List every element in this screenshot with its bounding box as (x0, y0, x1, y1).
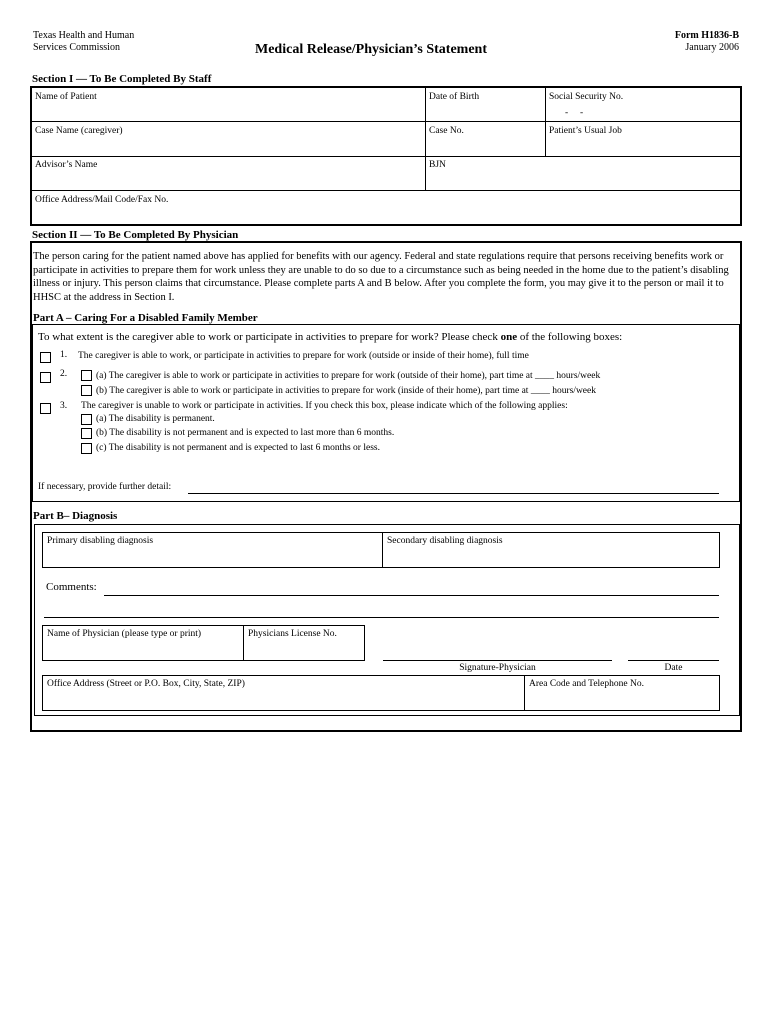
option1-checkbox[interactable] (40, 352, 51, 363)
further-detail-label: If necessary, provide further detail: (38, 482, 172, 492)
diagnosis-row (42, 532, 720, 568)
comments-line-1[interactable] (104, 595, 719, 596)
question-text-bold: one (500, 331, 518, 343)
section1-box (30, 86, 742, 226)
advisor-name-field[interactable] (35, 160, 423, 188)
option1-text: The caregiver is able to work, or participate in activities to prepare for work (outside or inside of their home), full time (78, 351, 529, 361)
option2a-checkbox[interactable] (81, 370, 92, 381)
primary-diagnosis-field[interactable] (47, 536, 377, 565)
row-divider (32, 156, 740, 157)
advisor-name-label: Advisor’s Name (35, 160, 98, 170)
office-row (42, 675, 720, 711)
ssn-label: Social Security No. (549, 92, 624, 102)
date-of-birth-label: Date of Birth (429, 92, 480, 102)
option3a-text: (a) The disability is permanent. (96, 414, 215, 424)
column-divider (425, 88, 426, 190)
phone-field[interactable] (529, 679, 717, 708)
partB-heading: Part B– Diagnosis (33, 510, 118, 522)
physician-name-field[interactable] (47, 629, 241, 658)
option2a-text: (a) The caregiver is able to work or participate in activities to prepare for work (outside of their home), part time at ____ hours/week (96, 371, 601, 381)
option3c-text: (c) The disability is not permanent and is expected to last 6 months or less. (96, 443, 380, 453)
form-date: January 2006 (685, 42, 739, 53)
agency-name (33, 30, 134, 54)
phone-label: Area Code and Telephone No. (529, 679, 644, 689)
form-title: Medical Release/Physician’s Statement (255, 42, 487, 57)
column-divider (524, 676, 525, 710)
signature-line[interactable] (383, 660, 612, 661)
option3-number: 3. (60, 401, 68, 411)
agency-line-2: Services Commission (33, 42, 120, 53)
physician-row (42, 625, 365, 661)
bjn-field[interactable] (429, 160, 729, 188)
option3b-checkbox[interactable] (81, 428, 92, 439)
secondary-diagnosis-label: Secondary disabling diagnosis (387, 536, 503, 546)
license-label: Physicians License No. (248, 629, 337, 639)
question-text-post: of the following boxes: (517, 331, 623, 343)
physician-office-address-label: Office Address (Street or P.O. Box, City, State, ZIP) (47, 679, 245, 689)
column-divider (545, 88, 546, 156)
option1-number: 1. (60, 350, 68, 360)
comments-line-2[interactable] (44, 617, 719, 618)
row-divider (32, 190, 740, 191)
date-label: Date (664, 663, 683, 673)
case-no-label: Case No. (429, 126, 464, 136)
column-divider (243, 626, 244, 660)
section2-intro: The person caring for the patient named above has applied for benefits with our agency. Federal and state regulations require that persons receiving benefits work or participate in activities to prepare them for work unless they are unable to do so due to a circumstance such as being needed in the home due to the patient’s disabling illness or injury. This person claims that circumstance. Please complete parts A and B below. After you complete the form, you may give it to the person or mail it to HHSC at the address in Section I. (33, 251, 729, 303)
partA-question (38, 331, 622, 343)
option3a-checkbox[interactable] (81, 414, 92, 425)
section2-heading: Section II — To Be Completed By Physician (32, 229, 239, 241)
primary-diagnosis-label: Primary disabling diagnosis (47, 536, 154, 546)
office-address-label: Office Address/Mail Code/Fax No. (35, 195, 169, 205)
usual-job-field[interactable] (549, 126, 739, 154)
option2b-text: (b) The caregiver is able to work or participate in activities to prepare for work (inside of their home), part time at ____ hours/week (96, 386, 596, 396)
case-name-label: Case Name (caregiver) (35, 126, 123, 136)
section1-heading: Section I — To Be Completed By Staff (32, 73, 212, 85)
name-of-patient-field[interactable] (35, 92, 423, 121)
physician-office-address-field[interactable] (47, 679, 517, 708)
ssn-dashes: - - (565, 108, 584, 118)
partA-heading: Part A – Caring For a Disabled Family Member (33, 312, 258, 324)
date-of-birth-field[interactable] (429, 92, 543, 121)
option3-checkbox[interactable] (40, 403, 51, 414)
ssn-field[interactable] (549, 92, 739, 121)
comments-label: Comments: (46, 581, 97, 593)
secondary-diagnosis-field[interactable] (387, 536, 715, 565)
option3b-text: (b) The disability is not permanent and is expected to last more than 6 months. (96, 428, 395, 438)
question-text-pre: To what extent is the caregiver able to work or participate in activities to prepare for work? Please check (38, 331, 501, 343)
option2-number: 2. (60, 369, 68, 379)
date-line[interactable] (628, 660, 719, 661)
agency-line-1: Texas Health and Human (33, 30, 135, 41)
option3-text: The caregiver is unable to work or participate in activities. If you check this box, please indicate which of the following applies: (81, 401, 568, 411)
license-field[interactable] (248, 629, 362, 658)
usual-job-label: Patient’s Usual Job (549, 126, 622, 136)
option2b-checkbox[interactable] (81, 385, 92, 396)
row-divider (32, 121, 740, 122)
option2-checkbox[interactable] (40, 372, 51, 383)
option3c-checkbox[interactable] (81, 443, 92, 454)
physician-name-label: Name of Physician (please type or print) (47, 629, 202, 639)
further-detail-line[interactable] (188, 493, 719, 494)
name-of-patient-label: Name of Patient (35, 92, 97, 102)
office-address-field[interactable] (35, 195, 735, 223)
column-divider (382, 533, 383, 567)
case-no-field[interactable] (429, 126, 543, 154)
signature-label: Signature-Physician (459, 663, 536, 673)
bjn-label: BJN (429, 160, 446, 170)
form-number: Form H1836-B (674, 30, 739, 41)
case-name-field[interactable] (35, 126, 423, 154)
form-id (675, 30, 739, 54)
